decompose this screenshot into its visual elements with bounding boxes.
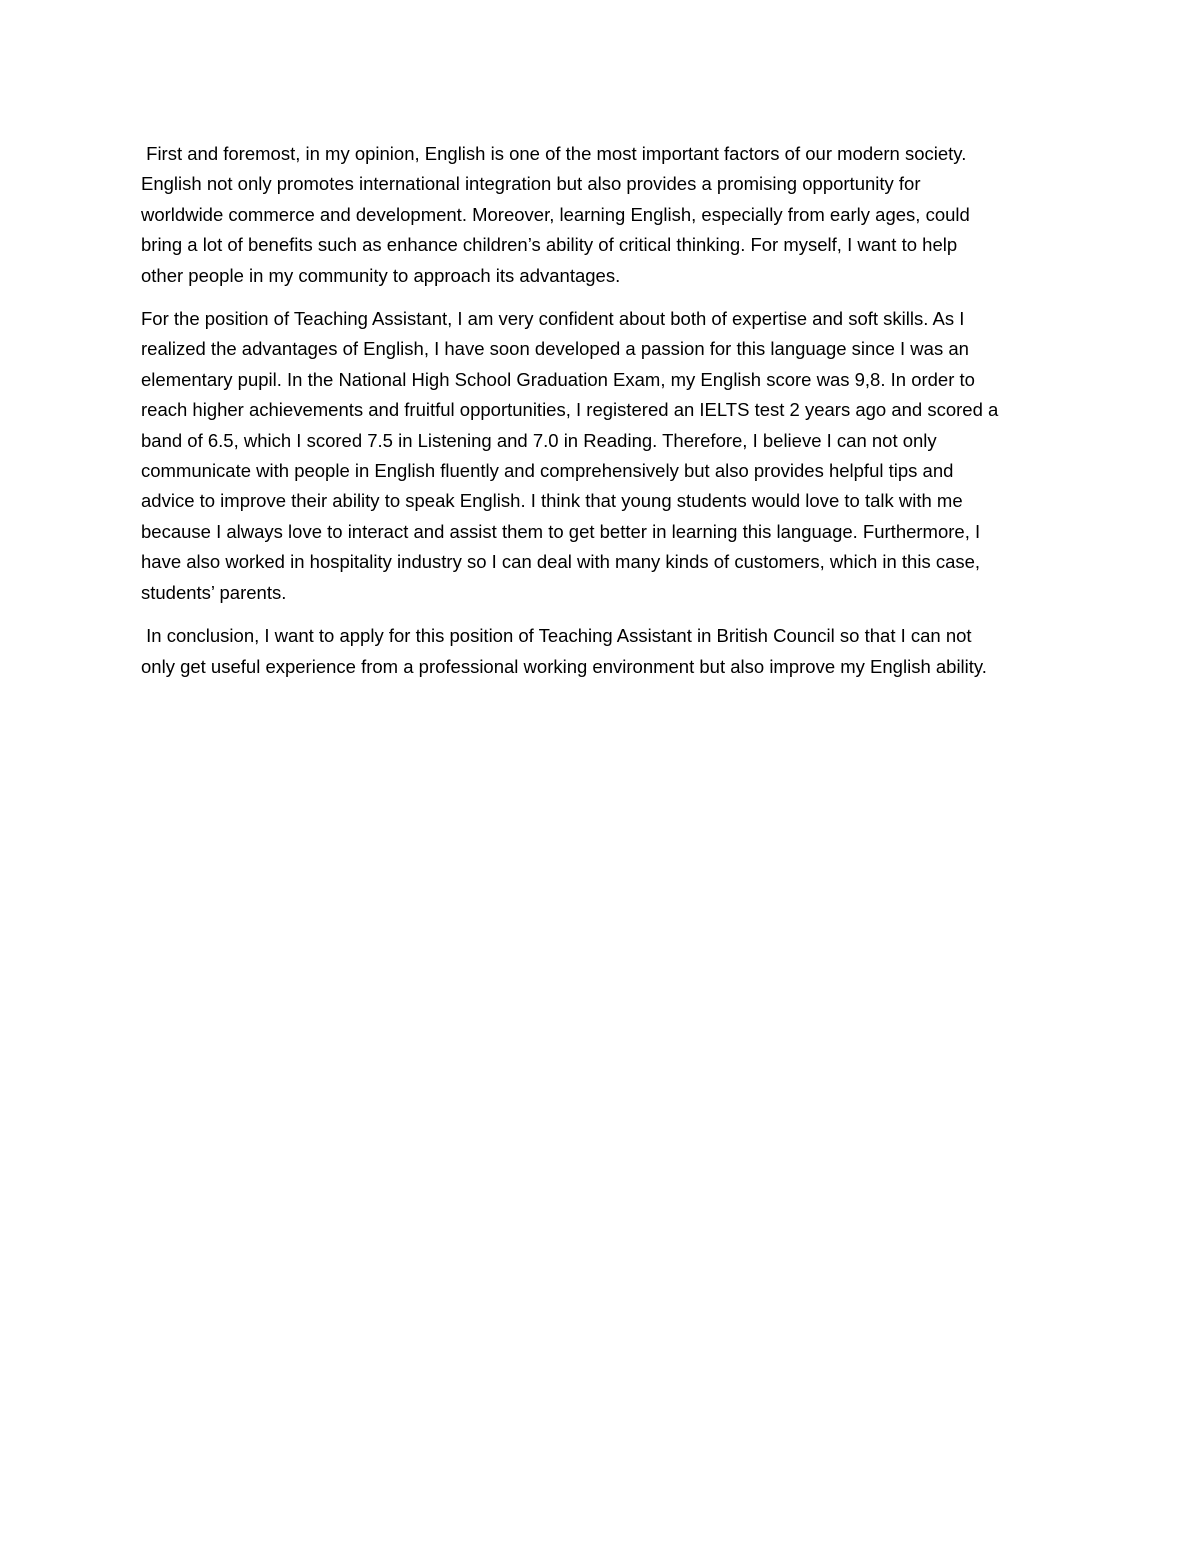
paragraph-2	[141, 304, 1061, 608]
paragraph-2-line: have also worked in hospitality industry so I can deal with many kinds of customers, which in this case,	[141, 551, 981, 573]
document-body	[141, 139, 1061, 695]
paragraph-2-line: realized the advantages of English, I have soon developed a passion for this language since I was an	[141, 338, 969, 360]
paragraph-1-line: First and foremost, in my opinion, English is one of the most important factors of our modern society.	[141, 143, 967, 164]
paragraph-2-line: because I always love to interact and assist them to get better in learning this language. Furthermore, I	[141, 520, 981, 542]
paragraph-1-line: English not only promotes international integration but also provides a promising opportunity for	[141, 173, 921, 195]
paragraph-2-line: advice to improve their ability to speak English. I think that young students would love to talk with me	[141, 490, 963, 512]
paragraph-3	[141, 621, 1061, 682]
paragraph-2-line: For the position of Teaching Assistant, I am very confident about both of expertise and soft skills. As I	[141, 308, 965, 330]
paragraph-2-line: students’ parents.	[141, 581, 287, 603]
paragraph-1-line: other people in my community to approach its advantages.	[141, 264, 621, 286]
paragraph-1-line: bring a lot of benefits such as enhance children’s ability of critical thinking. For myself, I want to help	[141, 234, 958, 256]
paragraph-2-line: communicate with people in English fluently and comprehensively but also provides helpful tips and	[141, 460, 954, 482]
paragraph-2-line: band of 6.5, which I scored 7.5 in Listening and 7.0 in Reading. Therefore, I believe I can not only	[141, 429, 937, 451]
paragraph-1-line: worldwide commerce and development. Moreover, learning English, especially from early ages, could	[141, 203, 970, 225]
paragraph-2-line: reach higher achievements and fruitful opportunities, I registered an IELTS test 2 years ago and scored a	[141, 399, 999, 421]
paragraph-1	[141, 139, 1061, 291]
paragraph-3-line: In conclusion, I want to apply for this position of Teaching Assistant in British Council so that I can not	[141, 625, 972, 647]
paragraph-2-line: elementary pupil. In the National High School Graduation Exam, my English score was 9,8. In order to	[141, 368, 975, 390]
paragraph-3-line: only get useful experience from a professional working environment but also improve my English ability.	[141, 655, 987, 677]
